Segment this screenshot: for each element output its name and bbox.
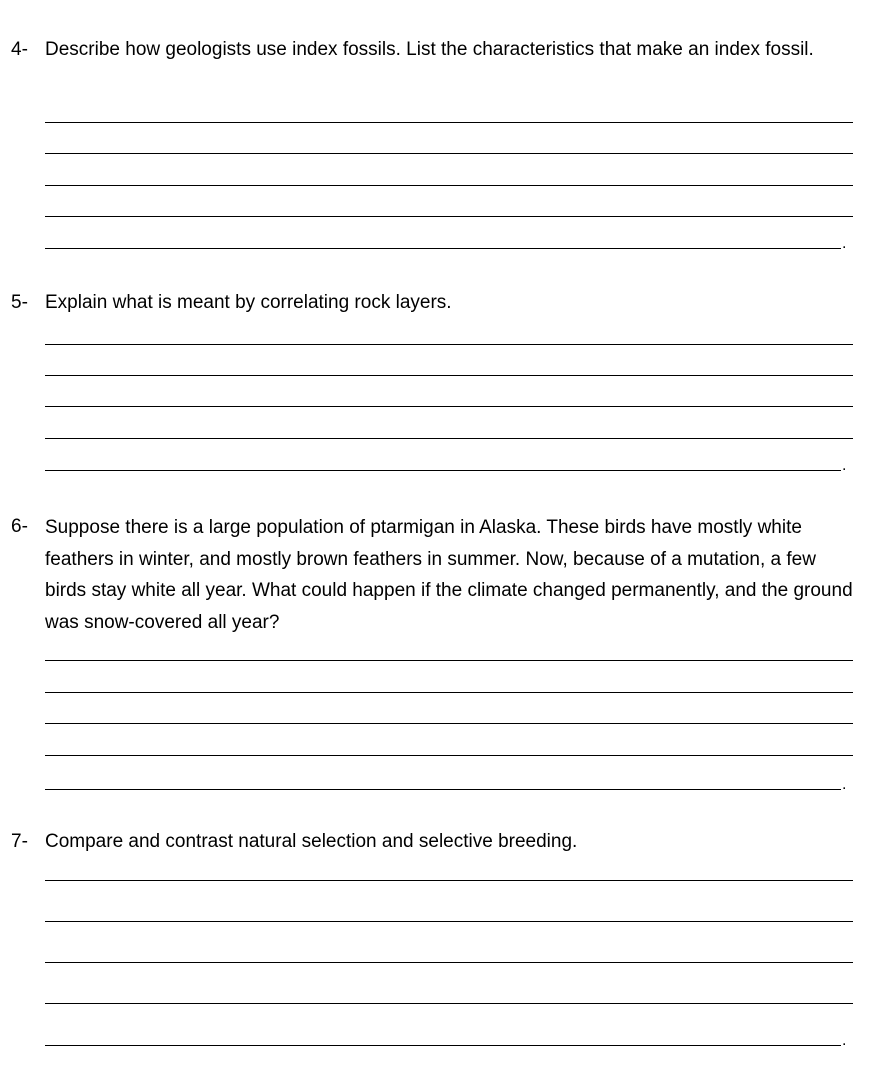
question-number: 7- — [11, 831, 28, 852]
question-number: 5- — [11, 292, 28, 313]
question-text: Describe how geologists use index fossils. List the characteristics that make an index fossil. — [45, 39, 814, 60]
answer-line[interactable] — [45, 723, 853, 724]
answer-line[interactable] — [45, 406, 853, 407]
answer-line[interactable] — [45, 921, 853, 922]
answer-line[interactable] — [45, 375, 853, 376]
end-mark: . — [842, 776, 847, 793]
question-number: 4- — [11, 39, 28, 60]
end-mark: . — [842, 1032, 847, 1049]
question-text: Explain what is meant by correlating rock layers. — [45, 292, 452, 313]
answer-line[interactable] — [45, 153, 853, 154]
answer-line[interactable] — [45, 216, 853, 217]
answer-line[interactable] — [45, 692, 853, 693]
answer-line[interactable] — [45, 789, 841, 790]
answer-line[interactable] — [45, 470, 841, 471]
question-text: Compare and contrast natural selection and selective breeding. — [45, 831, 578, 852]
question-text: Suppose there is a large population of ptarmigan in Alaska. These birds have mostly white feathers in winter, and mostly brown feathers in summer. Now, because of a mutation, a few birds stay white all year. What could happen if the climate changed permanently, and the ground was snow-covered all year? — [45, 517, 853, 633]
answer-line[interactable] — [45, 438, 853, 439]
answer-line[interactable] — [45, 248, 841, 249]
answer-line[interactable] — [45, 122, 853, 123]
answer-line[interactable] — [45, 660, 853, 661]
end-mark: . — [842, 235, 847, 252]
answer-line[interactable] — [45, 185, 853, 186]
answer-line[interactable] — [45, 880, 853, 881]
end-mark: . — [842, 457, 847, 474]
answer-line[interactable] — [45, 1045, 841, 1046]
answer-line[interactable] — [45, 1003, 853, 1004]
answer-line[interactable] — [45, 755, 853, 756]
answer-line[interactable] — [45, 344, 853, 345]
question-number: 6- — [11, 516, 28, 537]
answer-line[interactable] — [45, 962, 853, 963]
